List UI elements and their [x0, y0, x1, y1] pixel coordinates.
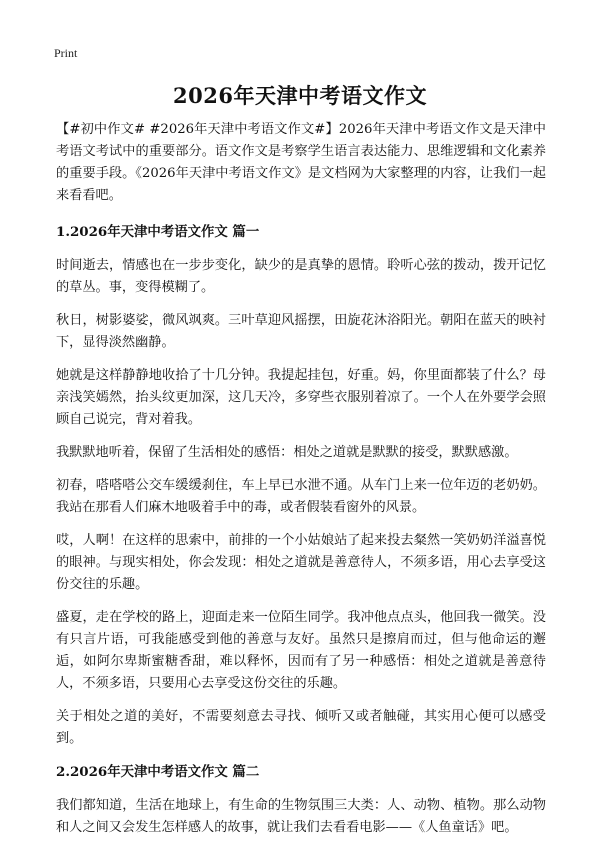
paragraph: 我默默地听着，保留了生活相处的感悟：相处之道就是默默的接受，默默感激。: [56, 445, 518, 460]
paragraph: 初春，嗒嗒嗒公交车缓缓刹住，车上早已水泄不通。从车门上来一位年迈的老奶奶。我站在那看人们麻木地吸着手中的毒，或者假装看窗外的风景。: [56, 478, 546, 515]
section-heading: 2.2026年天津中考语文作文 篇二: [56, 764, 260, 780]
section-1: [56, 221, 546, 750]
paragraph: 时间逝去，情感也在一步步变化，缺少的是真挚的恩情。聆听心弦的拨动，拨开记忆的草丛。事，变得模糊了。: [56, 258, 546, 295]
intro-paragraph: 【#初中作文# #2026年天津中考语文作文#】2026年天津中考语文作文是天津中考语文考试中的重要部分。语文作文是考察学生语言表达能力、思维逻辑和文化素养的重要手段。《2026年天津中考语文作文》是文档网为大家整理的内容，让我们一起来看看吧。: [56, 122, 546, 203]
section-2: [56, 761, 546, 839]
paragraph: 盛夏，走在学校的路上，迎面走来一位陌生同学。我冲他点点头，他回我一微笑。没有只言片语，可我能感受到他的善意与友好。虽然只是擦肩而过，但与他命运的邂逅，如阿尔卑斯蜜糖香甜，难以释怀，因而有了另一种感悟：相处之道就是善意待人，不须多语，只要用心去享受这份交往的乐趣。: [56, 610, 546, 691]
section-heading: 1.2026年天津中考语文作文 篇一: [56, 224, 260, 240]
paragraph: 她就是这样静静地收拾了十几分钟。我提起挂包，好重。妈，你里面都装了什么？母亲浅笑嫣然，抬头纹更加深，这几天冷，多穿些衣服别着凉了。一个人在外要学会照顾自己说完，背对着我。: [56, 368, 546, 427]
article-body: [56, 119, 546, 850]
paragraph: 我们都知道，生活在地球上，有生命的生物氛围三大类：人、动物、植物。那么动物和人之间又会发生怎样感人的故事，就让我们去看看电影——《人鱼童话》吧。: [56, 798, 546, 835]
page-title: 2026年天津中考语文作文: [173, 83, 427, 108]
print-link[interactable]: Print: [54, 46, 78, 60]
paragraph: 关于相处之道的美好，不需要刻意去寻找、倾听又或者触碰，其实用心便可以感受到。: [56, 709, 546, 746]
paragraph: 秋日，树影婆娑，微风飒爽。三叶草迎风摇摆，田旋花沐浴阳光。朝阳在蓝天的映衬下，显得淡然幽静。: [56, 313, 546, 350]
paragraph: 哎，人啊！在这样的思索中，前排的一个小姑娘站了起来投去粲然一笑奶奶洋溢喜悦的眼神。与现实相处，你会发现：相处之道就是善意待人，不须多语，用心去享受这份交往的乐趣。: [56, 533, 546, 592]
